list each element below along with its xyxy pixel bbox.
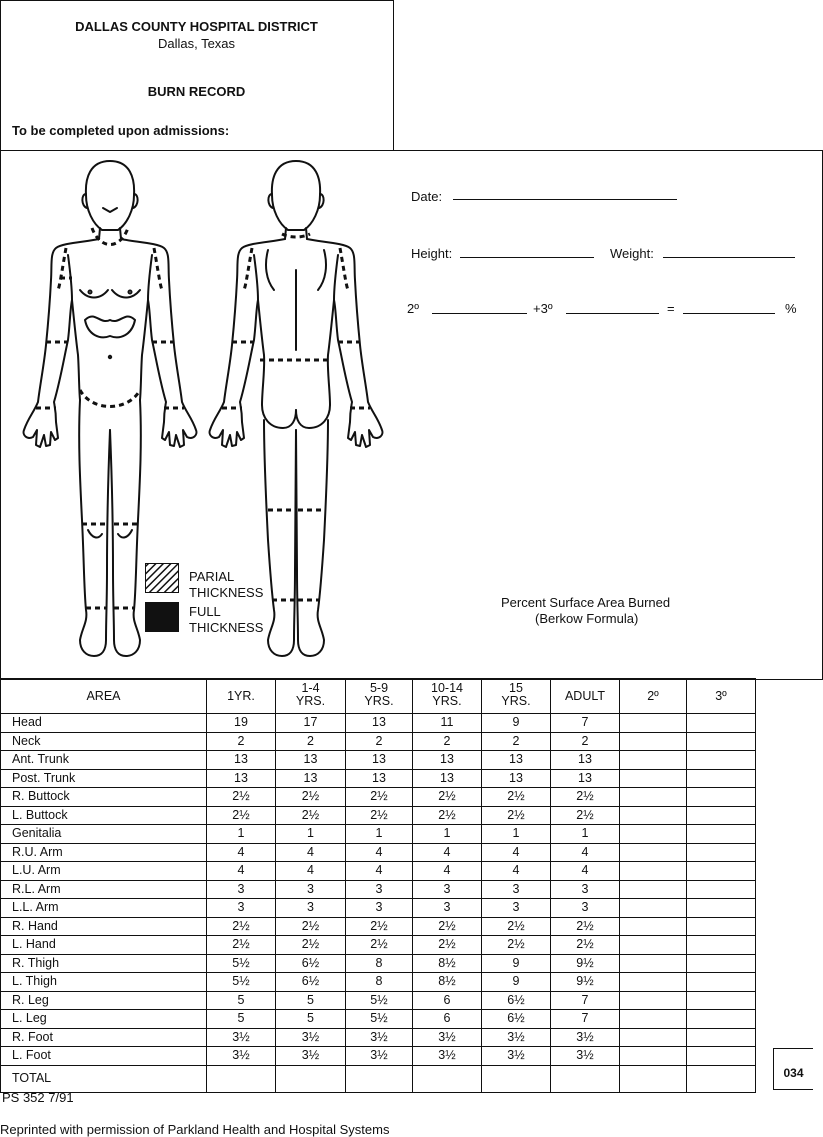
cell-15yrs: 9	[482, 954, 551, 973]
cell-10-14yrs: 4	[413, 843, 482, 862]
cell-15yrs: 6½	[482, 991, 551, 1010]
weight-label: Weight:	[610, 246, 654, 261]
input-3rd-degree[interactable]	[687, 954, 756, 973]
second-degree-label: 2º	[407, 301, 419, 316]
total-cell[interactable]	[346, 1065, 413, 1092]
cell-1-4yrs: 3½	[276, 1028, 346, 1047]
institution-city: Dallas, Texas	[157, 36, 236, 51]
institution-name: DALLAS COUNTY HOSPITAL DISTRICT	[75, 19, 318, 34]
input-3rd-degree[interactable]	[687, 843, 756, 862]
back-shoulder-line-right	[340, 248, 348, 290]
cell-15yrs: 2	[482, 732, 551, 751]
input-3rd-degree[interactable]	[687, 1047, 756, 1066]
admission-instruction: To be completed upon admissions:	[12, 123, 230, 138]
cell-1-4yrs: 2	[276, 732, 346, 751]
header-1-4yrs	[276, 679, 346, 714]
total-percent-field[interactable]	[683, 313, 775, 314]
cell-adult: 1	[551, 825, 620, 844]
cell-1-4yrs: 4	[276, 862, 346, 881]
input-3rd-degree[interactable]	[687, 714, 756, 733]
table-row	[1, 991, 756, 1010]
cell-15yrs: 3½	[482, 1028, 551, 1047]
burn-area-table	[0, 678, 756, 1093]
input-3rd-degree[interactable]	[687, 732, 756, 751]
cell-adult: 4	[551, 843, 620, 862]
header-3rd-degree: 3º	[687, 679, 756, 714]
input-2nd-degree[interactable]	[620, 732, 687, 751]
input-2nd-degree[interactable]	[620, 843, 687, 862]
cell-5-9yrs: 8	[346, 954, 413, 973]
cell-1-4yrs: 13	[276, 751, 346, 770]
table-row	[1, 1010, 756, 1029]
cell-10-14yrs: 2½	[413, 917, 482, 936]
cell-1-4yrs: 5	[276, 1010, 346, 1029]
total-cell[interactable]	[413, 1065, 482, 1092]
table-row	[1, 751, 756, 770]
input-2nd-degree[interactable]	[620, 954, 687, 973]
cell-adult: 13	[551, 769, 620, 788]
table-row	[1, 825, 756, 844]
cell-adult: 3	[551, 899, 620, 918]
cell-1yr: 2½	[207, 806, 276, 825]
cell-adult: 2½	[551, 917, 620, 936]
front-shoulder-line-left	[58, 248, 66, 290]
input-3rd-degree[interactable]	[687, 917, 756, 936]
full-thickness-swatch	[145, 602, 179, 632]
cell-1-4yrs: 3	[276, 899, 346, 918]
front-shoulder-line-right	[154, 248, 162, 290]
cell-15yrs: 2½	[482, 806, 551, 825]
total-cell[interactable]	[551, 1065, 620, 1092]
cell-adult: 13	[551, 751, 620, 770]
cell-area: L. Hand	[1, 936, 207, 955]
table-row	[1, 973, 756, 992]
header-15yrs	[482, 679, 551, 714]
front-groin-line	[80, 390, 140, 407]
cell-1yr: 2½	[207, 936, 276, 955]
third-degree-field[interactable]	[566, 313, 659, 314]
cell-10-14yrs: 8½	[413, 954, 482, 973]
cell-10-14yrs: 3	[413, 899, 482, 918]
cell-1-4yrs: 17	[276, 714, 346, 733]
plus-third-degree-label: +3º	[533, 301, 553, 316]
input-3rd-degree[interactable]	[687, 862, 756, 881]
cell-5-9yrs: 8	[346, 973, 413, 992]
table-row	[1, 1047, 756, 1066]
cell-adult: 3½	[551, 1047, 620, 1066]
cell-1-4yrs: 5	[276, 991, 346, 1010]
total-cell[interactable]	[276, 1065, 346, 1092]
header-5-9yrs-line1: 5-9	[369, 681, 389, 695]
cell-15yrs: 4	[482, 843, 551, 862]
cell-1yr: 3½	[207, 1047, 276, 1066]
header-adult: ADULT	[551, 679, 620, 714]
table-row	[1, 954, 756, 973]
cell-1yr: 4	[207, 862, 276, 881]
total-cell[interactable]	[207, 1065, 276, 1092]
weight-field[interactable]	[663, 257, 795, 258]
form-code: 034	[773, 1048, 813, 1090]
cell-adult: 2½	[551, 936, 620, 955]
header-1-4yrs-line2: YRS.	[295, 694, 326, 708]
cell-10-14yrs: 13	[413, 769, 482, 788]
header-1-4yrs-line1: 1-4	[301, 681, 320, 695]
cell-adult: 2½	[551, 806, 620, 825]
cell-adult: 7	[551, 714, 620, 733]
table-row	[1, 843, 756, 862]
cell-area: L. Thigh	[1, 973, 207, 992]
cell-15yrs: 3½	[482, 1047, 551, 1066]
input-3rd-degree[interactable]	[687, 825, 756, 844]
input-2nd-degree[interactable]	[620, 769, 687, 788]
cell-1-4yrs: 2½	[276, 788, 346, 807]
input-3rd-degree[interactable]	[687, 899, 756, 918]
cell-adult: 3	[551, 880, 620, 899]
cell-area: L. Buttock	[1, 806, 207, 825]
input-2nd-degree[interactable]	[620, 917, 687, 936]
cell-1yr: 13	[207, 769, 276, 788]
cell-1yr: 2½	[207, 788, 276, 807]
credit-line: Reprinted with permission of Parkland Health and Hospital Systems	[0, 1122, 390, 1137]
cell-1-4yrs: 2½	[276, 806, 346, 825]
cell-5-9yrs: 13	[346, 751, 413, 770]
cell-5-9yrs: 5½	[346, 1010, 413, 1029]
cell-1-4yrs: 3	[276, 880, 346, 899]
input-2nd-degree[interactable]	[620, 714, 687, 733]
cell-15yrs: 2½	[482, 917, 551, 936]
cell-5-9yrs: 3	[346, 899, 413, 918]
input-2nd-degree[interactable]	[620, 806, 687, 825]
header-2nd-degree: 2º	[620, 679, 687, 714]
cell-area: Head	[1, 714, 207, 733]
cell-1-4yrs: 2½	[276, 917, 346, 936]
cell-1yr: 3	[207, 899, 276, 918]
input-2nd-degree[interactable]	[620, 899, 687, 918]
cell-1yr: 3	[207, 880, 276, 899]
cell-1yr: 5½	[207, 973, 276, 992]
input-2nd-degree[interactable]	[620, 751, 687, 770]
header-15yrs-line2: YRS.	[501, 694, 531, 708]
cell-1-4yrs: 4	[276, 843, 346, 862]
partial-thickness-label-2: THICKNESS	[189, 585, 264, 600]
total-cell[interactable]	[620, 1065, 687, 1092]
input-2nd-degree[interactable]	[620, 825, 687, 844]
cell-10-14yrs: 2	[413, 732, 482, 751]
form-title: BURN RECORD	[147, 84, 246, 99]
cell-10-14yrs: 3½	[413, 1028, 482, 1047]
date-field[interactable]	[453, 199, 677, 200]
cell-5-9yrs: 5½	[346, 991, 413, 1010]
table-row	[1, 788, 756, 807]
formula-caption-2: (Berkow Formula)	[535, 611, 639, 626]
cell-1-4yrs: 13	[276, 769, 346, 788]
cell-10-14yrs: 8½	[413, 973, 482, 992]
header-5-9yrs	[346, 679, 413, 714]
input-2nd-degree[interactable]	[620, 1010, 687, 1029]
cell-10-14yrs: 2½	[413, 788, 482, 807]
cell-1yr: 3½	[207, 1028, 276, 1047]
table-row	[1, 1028, 756, 1047]
cell-1-4yrs: 6½	[276, 954, 346, 973]
cell-10-14yrs: 2½	[413, 936, 482, 955]
cell-adult: 2	[551, 732, 620, 751]
cell-1-4yrs: 2½	[276, 936, 346, 955]
header-5-9yrs-line2: YRS.	[364, 694, 394, 708]
cell-area: R.U. Arm	[1, 843, 207, 862]
cell-5-9yrs: 3½	[346, 1028, 413, 1047]
height-field[interactable]	[460, 257, 594, 258]
formula-caption-1: Percent Surface Area Burned	[501, 595, 671, 610]
input-3rd-degree[interactable]	[687, 880, 756, 899]
cell-15yrs: 1	[482, 825, 551, 844]
input-2nd-degree[interactable]	[620, 973, 687, 992]
table-row	[1, 769, 756, 788]
table-row	[1, 732, 756, 751]
header-area: AREA	[1, 679, 207, 714]
input-2nd-degree[interactable]	[620, 862, 687, 881]
body-diagram	[0, 150, 400, 680]
cell-10-14yrs: 3½	[413, 1047, 482, 1066]
cell-10-14yrs: 2½	[413, 806, 482, 825]
cell-area: R. Buttock	[1, 788, 207, 807]
cell-15yrs: 13	[482, 769, 551, 788]
header-10-14yrs-line1: 10-14	[431, 681, 463, 695]
cell-1-4yrs: 1	[276, 825, 346, 844]
input-2nd-degree[interactable]	[620, 880, 687, 899]
cell-10-14yrs: 13	[413, 751, 482, 770]
cell-area: R. Leg	[1, 991, 207, 1010]
input-3rd-degree[interactable]	[687, 806, 756, 825]
table-row	[1, 862, 756, 881]
table-row	[1, 806, 756, 825]
cell-area: R.L. Arm	[1, 880, 207, 899]
header-10-14yrs	[413, 679, 482, 714]
table-row	[1, 936, 756, 955]
full-thickness-label-2: THICKNESS	[189, 620, 264, 635]
cell-5-9yrs: 2½	[346, 936, 413, 955]
date-label: Date:	[411, 189, 443, 204]
input-2nd-degree[interactable]	[620, 991, 687, 1010]
total-label: TOTAL	[1, 1065, 207, 1092]
cell-5-9yrs: 13	[346, 714, 413, 733]
cell-area: Neck	[1, 732, 207, 751]
cell-adult: 7	[551, 991, 620, 1010]
cell-1yr: 2	[207, 732, 276, 751]
cell-area: Genitalia	[1, 825, 207, 844]
input-3rd-degree[interactable]	[687, 1010, 756, 1029]
cell-1yr: 5	[207, 991, 276, 1010]
total-cell[interactable]	[687, 1065, 756, 1092]
cell-5-9yrs: 2½	[346, 917, 413, 936]
table-row	[1, 880, 756, 899]
cell-area: R. Thigh	[1, 954, 207, 973]
cell-adult: 4	[551, 862, 620, 881]
cell-5-9yrs: 1	[346, 825, 413, 844]
equals-label: =	[667, 301, 675, 316]
cell-1yr: 5½	[207, 954, 276, 973]
cell-1yr: 2½	[207, 917, 276, 936]
table-row	[1, 714, 756, 733]
cell-adult: 9½	[551, 954, 620, 973]
total-row	[1, 1065, 756, 1092]
cell-15yrs: 2½	[482, 788, 551, 807]
back-shoulder-line-left	[244, 248, 252, 290]
input-3rd-degree[interactable]	[687, 751, 756, 770]
cell-5-9yrs: 4	[346, 843, 413, 862]
cell-1yr: 1	[207, 825, 276, 844]
header-10-14yrs-line2: YRS.	[432, 694, 462, 708]
header-15yrs-line1: 15	[509, 681, 523, 695]
percent-label: %	[785, 301, 797, 316]
cell-adult: 2½	[551, 788, 620, 807]
cell-5-9yrs: 3½	[346, 1047, 413, 1066]
input-3rd-degree[interactable]	[687, 991, 756, 1010]
second-degree-field[interactable]	[432, 313, 527, 314]
cell-area: L. Leg	[1, 1010, 207, 1029]
cell-10-14yrs: 3	[413, 880, 482, 899]
cell-5-9yrs: 2	[346, 732, 413, 751]
cell-area: L. Foot	[1, 1047, 207, 1066]
cell-10-14yrs: 4	[413, 862, 482, 881]
cell-5-9yrs: 2½	[346, 806, 413, 825]
form-number: PS 352 7/91	[2, 1090, 74, 1105]
cell-15yrs: 13	[482, 751, 551, 770]
input-2nd-degree[interactable]	[620, 1047, 687, 1066]
cell-adult: 3½	[551, 1028, 620, 1047]
cell-1yr: 13	[207, 751, 276, 770]
cell-15yrs: 3	[482, 880, 551, 899]
cell-1yr: 4	[207, 843, 276, 862]
table-row	[1, 917, 756, 936]
cell-15yrs: 9	[482, 714, 551, 733]
cell-15yrs: 3	[482, 899, 551, 918]
cell-10-14yrs: 6	[413, 1010, 482, 1029]
cell-5-9yrs: 3	[346, 880, 413, 899]
cell-5-9yrs: 2½	[346, 788, 413, 807]
input-3rd-degree[interactable]	[687, 973, 756, 992]
cell-1-4yrs: 6½	[276, 973, 346, 992]
full-thickness-label-1: FULL	[189, 604, 221, 619]
total-cell[interactable]	[482, 1065, 551, 1092]
cell-5-9yrs: 13	[346, 769, 413, 788]
input-3rd-degree[interactable]	[687, 1028, 756, 1047]
cell-10-14yrs: 11	[413, 714, 482, 733]
cell-adult: 7	[551, 1010, 620, 1029]
partial-thickness-swatch	[145, 563, 179, 593]
cell-adult: 9½	[551, 973, 620, 992]
cell-15yrs: 4	[482, 862, 551, 881]
cell-area: R. Hand	[1, 917, 207, 936]
cell-1yr: 5	[207, 1010, 276, 1029]
input-3rd-degree[interactable]	[687, 788, 756, 807]
input-2nd-degree[interactable]	[620, 936, 687, 955]
cell-15yrs: 6½	[482, 1010, 551, 1029]
partial-thickness-label-1: PARIAL	[189, 569, 235, 584]
header-1yr: 1YR.	[207, 679, 276, 714]
input-2nd-degree[interactable]	[620, 788, 687, 807]
cell-10-14yrs: 1	[413, 825, 482, 844]
cell-area: R. Foot	[1, 1028, 207, 1047]
cell-15yrs: 2½	[482, 936, 551, 955]
cell-15yrs: 9	[482, 973, 551, 992]
input-3rd-degree[interactable]	[687, 936, 756, 955]
cell-5-9yrs: 4	[346, 862, 413, 881]
cell-1yr: 19	[207, 714, 276, 733]
cell-area: Ant. Trunk	[1, 751, 207, 770]
cell-1-4yrs: 3½	[276, 1047, 346, 1066]
cell-area: L.U. Arm	[1, 862, 207, 881]
input-3rd-degree[interactable]	[687, 769, 756, 788]
table-header-row	[1, 679, 756, 714]
height-label: Height:	[411, 246, 453, 261]
cell-area: Post. Trunk	[1, 769, 207, 788]
table-row	[1, 899, 756, 918]
input-2nd-degree[interactable]	[620, 1028, 687, 1047]
cell-area: L.L. Arm	[1, 899, 207, 918]
cell-10-14yrs: 6	[413, 991, 482, 1010]
